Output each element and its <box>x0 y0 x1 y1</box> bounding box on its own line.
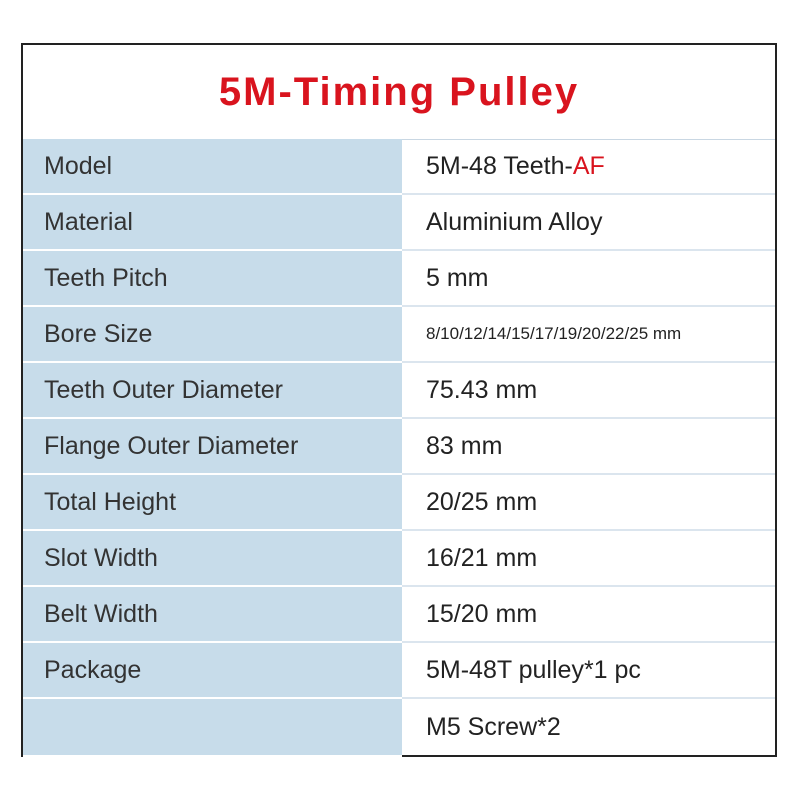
spec-row-bore-size <box>23 307 775 363</box>
title-bar <box>23 45 775 140</box>
spec-row-package-extra <box>23 699 775 755</box>
spec-value: 15/20 mm <box>426 599 538 628</box>
spec-row-belt-width <box>23 587 775 643</box>
spec-value-accent: AF <box>572 151 605 180</box>
spec-value: 5M-48T pulley*1 pc <box>426 655 641 684</box>
spec-row-teeth-outer-diameter <box>23 363 775 419</box>
spec-label: Teeth Pitch <box>23 251 402 307</box>
spec-rows <box>23 139 775 755</box>
table-title: 5M-Timing Pulley <box>218 69 580 114</box>
spec-value: 75.43 mm <box>426 375 538 404</box>
spec-row-teeth-pitch <box>23 251 775 307</box>
spec-row-flange-outer-diameter <box>23 419 775 475</box>
spec-label: Total Height <box>23 475 402 531</box>
spec-label: Material <box>23 195 402 251</box>
spec-table <box>21 43 777 757</box>
spec-value: 83 mm <box>426 431 503 460</box>
spec-value: Aluminium Alloy <box>426 207 603 236</box>
spec-row-model <box>23 139 775 195</box>
spec-value: 20/25 mm <box>426 487 538 516</box>
spec-value: M5 Screw*2 <box>426 712 561 741</box>
spec-label: Flange Outer Diameter <box>23 419 402 475</box>
spec-row-total-height <box>23 475 775 531</box>
spec-value: 8/10/12/14/15/17/19/20/22/25 mm <box>426 324 682 343</box>
spec-row-material <box>23 195 775 251</box>
spec-label: Model <box>23 139 402 195</box>
spec-value: 16/21 mm <box>426 543 538 572</box>
spec-value <box>402 139 775 193</box>
spec-label: Package <box>23 643 402 699</box>
spec-label: Teeth Outer Diameter <box>23 363 402 419</box>
spec-value: 5 mm <box>426 263 489 292</box>
spec-value-text: 5M-48 Teeth- <box>426 151 573 180</box>
spec-label: Bore Size <box>23 307 402 363</box>
spec-label <box>23 699 402 757</box>
spec-label: Slot Width <box>23 531 402 587</box>
spec-row-package <box>23 643 775 699</box>
spec-row-slot-width <box>23 531 775 587</box>
spec-label: Belt Width <box>23 587 402 643</box>
